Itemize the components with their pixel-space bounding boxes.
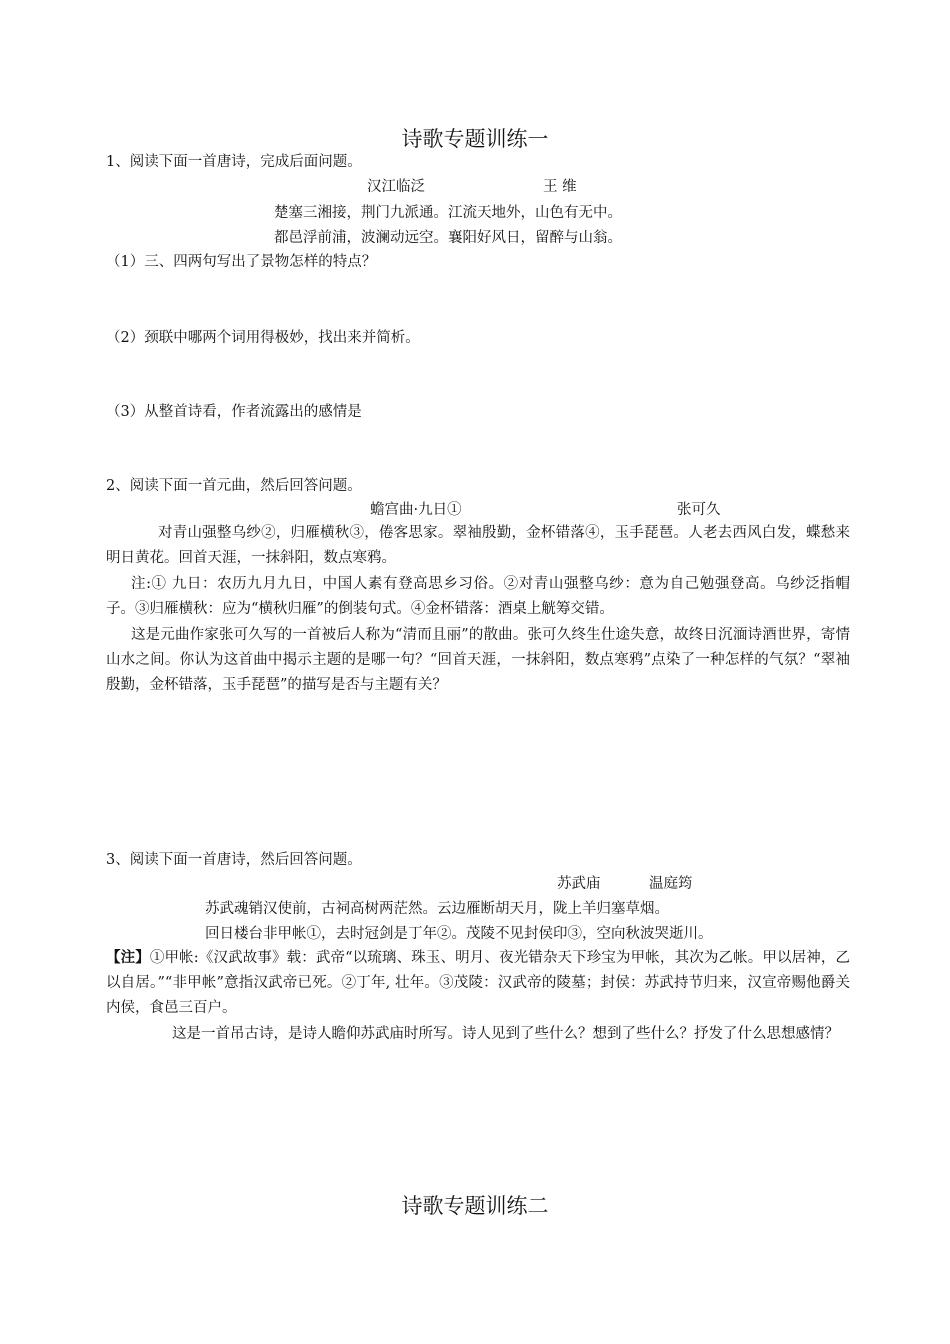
q1-subquestion-2: （2）颈联中哪两个词用得极妙，找出来并简析。 [106,330,420,346]
q2-poem-text: 对青山强整乌纱②，归雁横秋③，倦客思家。翠袖殷勤，金杯错落④，玉手琵琶。人老去西风白发，蝶愁来明日黄花。回首天涯，一抹斜阳，数点寒鸦。 [106,525,850,566]
q2-poem-title: 蟾宫曲·九日① [370,502,462,518]
q2-poem-author: 张可久 [677,502,721,518]
q3-heading: 3、阅读下面一首唐诗，然后回答问题。 [106,852,362,868]
q1-poem-line-1: 楚塞三湘接，荆门九派通。江流天地外，山色有无中。 [274,205,622,221]
q2-heading: 2、阅读下面一首元曲，然后回答问题。 [106,478,362,494]
q3-question: 这是一首吊古诗，是诗人瞻仰苏武庙时所写。诗人见到了些什么？想到了些什么？抒发了什么思想感情？ [172,1026,839,1042]
q1-subquestion-3: （3）从整首诗看，作者流露出的感情是 [106,404,362,420]
q1-subquestion-1: （1）三、四两句写出了景物怎样的特点？ [106,254,377,270]
page-title-2: 诗歌专题训练二 [401,1194,549,1218]
q2-question: 这是元曲作家张可久写的一首被后人称为“清而且丽”的散曲。张可久终生仕途失意，故终日沉湎诗酒世界，寄情山水之间。你认为这首曲中揭示主题的是哪一句？“回首天涯，一抹斜阳，数点寒鸦”点染了一种怎样的气氛？“翠袖殷勤，金杯错落，玉手琵琶”的描写是否与主题有关？ [106,627,850,693]
q3-poem-line-1: 苏武魂销汉使前，古祠高树两茫然。云边雁断胡天月，陇上羊归塞草烟。 [205,901,669,917]
q1-poem-author: 王 维 [543,179,577,195]
q3-poem-title: 苏武庙 [557,876,601,892]
q3-note-label: 【注】 [106,949,150,966]
q2-note: 注:① 九日：农历九月九日，中国人素有登高思乡习俗。②对青山强整乌纱：意为自己勉强登高。乌纱泛指帽子。③归雁横秋：应为“横秋归雁”的倒装句式。④金杯错落：酒桌上觥筹交错。 [106,576,850,617]
page-title-1: 诗歌专题训练一 [401,127,549,151]
q1-poem-title: 汉江临泛 [367,179,425,195]
q1-poem-line-2: 都邑浮前浦，波澜动远空。襄阳好风日，留醉与山翁。 [274,230,622,246]
q3-note-text: ①甲帐:《汉武故事》载：武帝“以琉璃、珠玉、明月、夜光错杂天下珍宝为甲帐，其次为乙帐。甲以居神，乙以自居。”“非甲帐”意指汉武帝已死。②丁年, 壮年。③茂陵：汉武帝的陵墓；封侯：苏武持节归来，汉宣帝赐他爵关内侯，食邑三百户。 [106,950,851,1016]
q3-poem-line-2: 回日楼台非甲帐①，去时冠剑是丁年②。茂陵不见封侯印③，空向秋波哭逝川。 [205,926,713,942]
q3-poem-author: 温庭筠 [649,876,693,892]
q1-heading: 1、阅读下面一首唐诗，完成后面问题。 [106,154,362,170]
q3-note [106,945,850,1021]
